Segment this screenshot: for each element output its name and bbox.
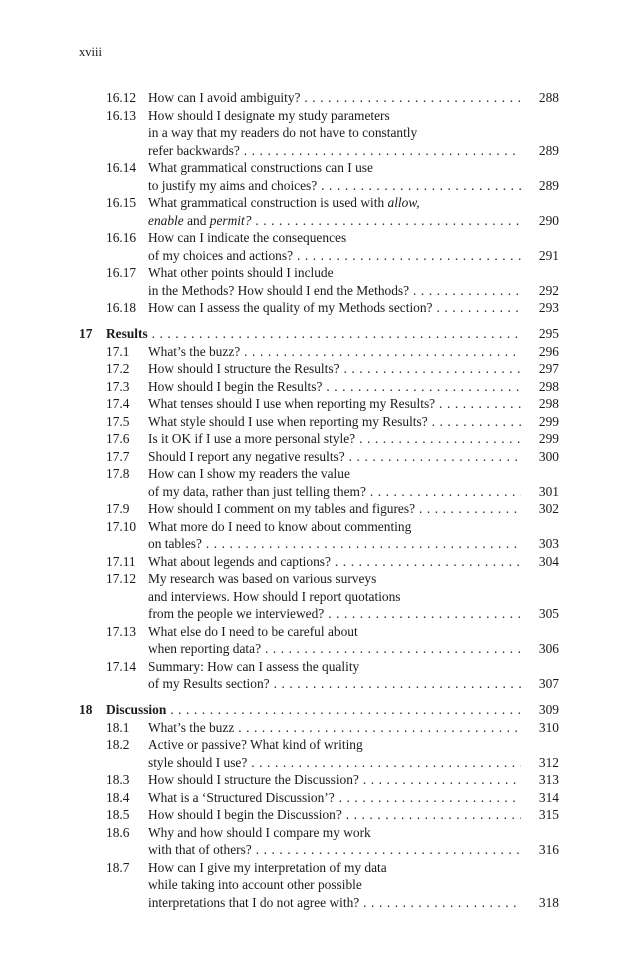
toc-entry-17-8-cont: [0, 483, 638, 501]
page-number: 312: [538, 754, 559, 770]
section-number: 16.15: [106, 195, 137, 210]
section-title: How should I begin the Results? . . .: [148, 378, 521, 396]
section-title-cont: of my data, rather than just telling them? . . .: [148, 483, 521, 501]
page-number: 293: [538, 300, 559, 315]
toc-entry-18-3[interactable]: [0, 771, 638, 789]
section-title: What’s the buzz? . . .: [148, 343, 521, 361]
toc-entry-17-2[interactable]: [0, 360, 638, 378]
toc-entry-16-12[interactable]: [0, 89, 638, 107]
page-number: 297: [538, 361, 559, 376]
toc-entry-16-18[interactable]: [0, 299, 638, 317]
section-number: 18.6: [106, 824, 130, 840]
toc-entry-16-15-cont: [0, 212, 638, 230]
section-title-cont: style should I use? . . .: [148, 754, 521, 772]
page-number: 299: [538, 413, 559, 429]
section-title: Summary: How can I assess the quality: [148, 658, 360, 674]
section-title: Should I report any negative results? . . .: [148, 448, 521, 466]
toc-entry-17-10-cont: [0, 535, 638, 553]
section-title: What other points should I include: [148, 265, 334, 280]
page-number: 298: [538, 378, 559, 394]
section-title-cont: interpretations that I do not agree with? . . .: [148, 894, 521, 912]
section-title-cont: of my Results section? . . .: [148, 675, 521, 693]
section-number: 16.12: [106, 90, 137, 105]
table-of-contents: [0, 89, 638, 911]
section-title: How should I designate my study parameters: [148, 107, 390, 123]
chapter-number: 17: [79, 326, 93, 341]
toc-chapter-18[interactable]: [0, 701, 638, 719]
section-title: What more do I need to know about commenting: [148, 518, 412, 534]
section-title: My research was based on various surveys: [148, 571, 377, 586]
toc-entry-16-17[interactable]: [0, 264, 638, 282]
section-title: What’s the buzz . . .: [148, 719, 521, 737]
page-number: 314: [538, 789, 559, 805]
section-number: 17.6: [106, 431, 130, 446]
page-number: 295: [538, 326, 559, 341]
section-title-cont: and interviews. How should I report quotations: [148, 588, 401, 604]
section-title: How should I begin the Discussion? . . .: [148, 806, 521, 824]
section-title-cont: in a way that my readers do not have to constantly: [148, 125, 418, 140]
section-title: How can I assess the quality of my Methods section? . . .: [148, 299, 521, 317]
toc-entry-18-7[interactable]: [0, 859, 638, 877]
section-title-cont: from the people we interviewed? . . .: [148, 605, 521, 623]
section-title-cont: enable and permit? . . .: [148, 212, 521, 230]
page-folio: xviii: [79, 45, 102, 59]
section-title-cont: in the Methods? How should I end the Methods? . . .: [148, 282, 521, 300]
section-number: 17.2: [106, 361, 130, 376]
section-number: 17.11: [106, 553, 136, 569]
section-number: 17.14: [106, 658, 137, 674]
toc-entry-16-14[interactable]: [0, 159, 638, 177]
page-number: 303: [538, 536, 559, 551]
toc-entry-16-13[interactable]: [0, 107, 638, 125]
page-number: 288: [538, 90, 559, 105]
toc-entry-16-16[interactable]: [0, 229, 638, 247]
toc-entry-18-1[interactable]: [0, 719, 638, 737]
section-title-cont: refer backwards? . . .: [148, 142, 521, 160]
section-title: Is it OK if I use a more personal style? . . .: [148, 430, 521, 448]
section-title: How can I show my readers the value: [148, 466, 350, 481]
section-number: 17.7: [106, 448, 130, 464]
section-number: 17.10: [106, 518, 137, 534]
section-number: 17.3: [106, 378, 130, 394]
section-number: 18.4: [106, 789, 130, 805]
section-title: What else do I need to be careful about: [148, 623, 358, 639]
toc-entry-17-14-cont: [0, 675, 638, 693]
page-number: 318: [538, 894, 559, 910]
toc-entry-18-6-cont: [0, 841, 638, 859]
section-title: What is a ‘Structured Discussion’? . . .: [148, 789, 521, 807]
section-number: 16.17: [106, 265, 137, 280]
toc-entry-18-6[interactable]: [0, 824, 638, 842]
section-number: 18.5: [106, 807, 130, 822]
section-number: 17.8: [106, 466, 130, 481]
chapter-number: 18: [79, 702, 93, 717]
page-number: 292: [538, 282, 559, 298]
toc-entry-17-1[interactable]: [0, 343, 638, 361]
page-number: 304: [538, 553, 559, 569]
section-title: How should I comment on my tables and figures? . . .: [148, 500, 521, 518]
term-enable: enable: [148, 212, 184, 228]
page-number: 316: [538, 842, 559, 857]
page-number: 301: [538, 483, 559, 499]
page-number: 307: [538, 676, 559, 691]
chapter-title: Results: [106, 326, 148, 341]
toc-entry-18-2[interactable]: [0, 736, 638, 754]
page-number: 300: [538, 448, 559, 464]
section-title-cont: when reporting data? . . .: [148, 640, 521, 658]
section-title: Active or passive? What kind of writing: [148, 737, 363, 752]
toc-entry-16-13-cont: [0, 124, 638, 142]
toc-entry-17-11[interactable]: [0, 553, 638, 571]
section-number: 16.13: [106, 107, 137, 123]
section-title: How should I structure the Results? . . .: [148, 360, 521, 378]
page-number: 296: [538, 343, 559, 359]
chapter-title-line: [106, 325, 521, 343]
page-number: 291: [538, 247, 559, 263]
term-permit: permit?: [209, 212, 252, 228]
toc-entry-17-12-cont: [0, 588, 638, 606]
section-title: What about legends and captions? . . .: [148, 553, 521, 571]
section-number: 17.4: [106, 396, 130, 411]
toc-entry-16-16-cont: [0, 247, 638, 265]
toc-entry-17-9[interactable]: [0, 500, 638, 518]
page-number: 313: [538, 772, 559, 787]
section-title: How can I indicate the consequences: [148, 230, 347, 245]
section-number: 17.13: [106, 623, 137, 639]
chapter-title: Discussion: [106, 702, 167, 717]
toc-entry-18-4[interactable]: [0, 789, 638, 807]
section-title: What grammatical constructions can I use: [148, 160, 373, 175]
toc-entry-18-7-cont: [0, 894, 638, 912]
section-title: What tenses should I use when reporting my Results? . . .: [148, 395, 521, 413]
toc-entry-17-7[interactable]: [0, 448, 638, 466]
section-number: 17.9: [106, 501, 130, 516]
toc-entry-17-6[interactable]: [0, 430, 638, 448]
toc-entry-17-10[interactable]: [0, 518, 638, 536]
section-title: Why and how should I compare my work: [148, 824, 371, 840]
section-title: How can I give my interpretation of my data: [148, 859, 387, 875]
section-number: 18.1: [106, 719, 130, 735]
page-number: 315: [538, 807, 559, 822]
section-title-cont: of my choices and actions? . . .: [148, 247, 521, 265]
section-title-cont: while taking into account other possible: [148, 877, 362, 892]
toc-entry-17-14[interactable]: [0, 658, 638, 676]
section-number: 16.18: [106, 300, 137, 315]
section-number: 17.5: [106, 413, 130, 429]
toc-entry-17-4[interactable]: [0, 395, 638, 413]
section-number: 18.7: [106, 859, 130, 875]
page-number: 310: [538, 719, 559, 735]
section-number: 18.3: [106, 772, 130, 787]
section-title: How can I avoid ambiguity? . . .: [148, 89, 521, 107]
toc-entry-17-3[interactable]: [0, 378, 638, 396]
toc-entry-18-2-cont: [0, 754, 638, 772]
toc-entry-17-12[interactable]: [0, 570, 638, 588]
page-number: 306: [538, 641, 559, 656]
section-title-cont: to justify my aims and choices? . . .: [148, 177, 521, 195]
section-number: 17.1: [106, 343, 130, 359]
section-title: How should I structure the Discussion? . . .: [148, 771, 521, 789]
section-number: 18.2: [106, 737, 130, 752]
page-number: 305: [538, 606, 559, 621]
chapter-title-line: [106, 701, 521, 719]
section-title-cont: with that of others? . . .: [148, 841, 521, 859]
page-number: 290: [538, 212, 559, 228]
toc-entry-16-15[interactable]: [0, 194, 638, 212]
toc-entry-18-5[interactable]: [0, 806, 638, 824]
term-allow: allow,: [387, 195, 420, 210]
section-number: 16.16: [106, 230, 137, 245]
toc-entry-16-14-cont: [0, 177, 638, 195]
page-number: 309: [538, 702, 559, 717]
toc-entry-18-7-cont: [0, 876, 638, 894]
section-title: What style should I use when reporting my Results? . . .: [148, 413, 521, 431]
toc-entry-17-13-cont: [0, 640, 638, 658]
toc-entry-17-12-cont: [0, 605, 638, 623]
toc-chapter-17[interactable]: [0, 325, 638, 343]
page-number: 298: [538, 396, 559, 411]
toc-entry-17-5[interactable]: [0, 413, 638, 431]
toc-entry-16-13-cont: [0, 142, 638, 160]
toc-entry-16-17-cont: [0, 282, 638, 300]
section-number: 16.14: [106, 160, 137, 175]
toc-entry-17-13[interactable]: [0, 623, 638, 641]
section-title: What grammatical construction is used with allow,: [148, 195, 420, 210]
page-number: 289: [538, 142, 559, 158]
page-number: 302: [538, 501, 559, 516]
toc-entry-17-8[interactable]: [0, 465, 638, 483]
page-number: 299: [538, 431, 559, 446]
page-number: 289: [538, 177, 559, 193]
section-number: 17.12: [106, 571, 137, 586]
section-title-cont: on tables? . . .: [148, 535, 521, 553]
